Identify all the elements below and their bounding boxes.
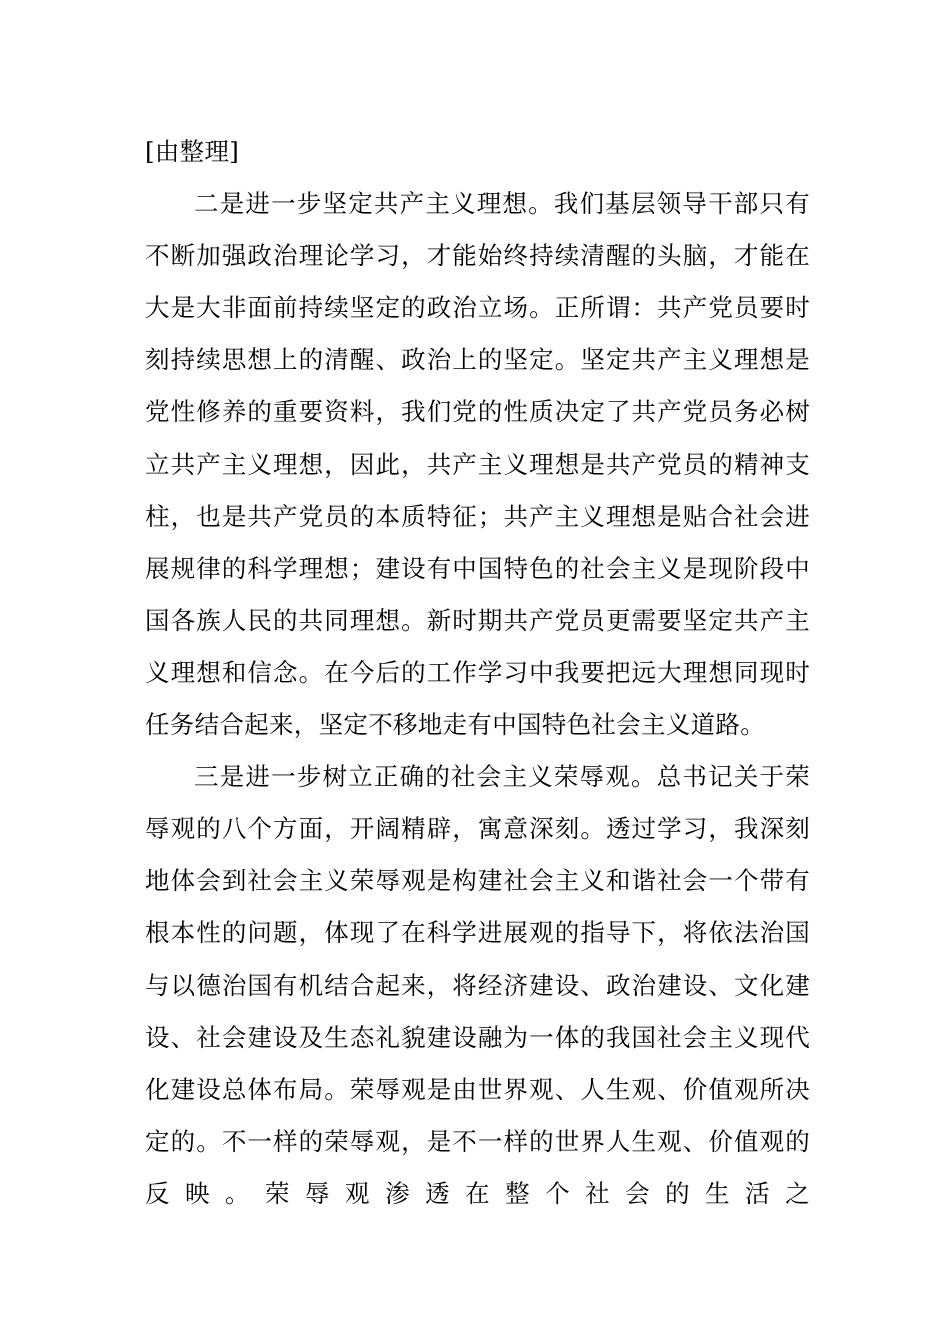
document-body <box>145 126 810 1220</box>
source-note: [由整理] <box>145 137 240 166</box>
paragraph-honor-disgrace-view: 三是进一步树立正确的社会主义荣辱观。总书记关于荣辱观的八个方面，开阔精辟，寓意深刻。透过学习，我深刻地体会到社会主义荣辱观是构建社会主义和谐社会一个带有根本性的问题，体现了在科学进展观的指导下，将依法治国与以德治国有机结合起来，将经济建设、政治建设、文化建设、社会建设及生态礼貌建设融为一体的我国社会主义现代化建设总体布局。荣辱观是由世界观、人生观、价值观所决定的。不一样的荣辱观，是不一样的世界人生观、价值观的反映。荣辱观渗透在整个社会的生活之 <box>145 762 810 1208</box>
paragraph-communist-ideal: 二是进一步坚定共产主义理想。我们基层领导干部只有不断加强政治理论学习，才能始终持续清醒的头脑，才能在大是大非面前持续坚定的政治立场。正所谓：共产党员要时刻持续思想上的清醒、政治上的坚定。坚定共产主义理想是党性修养的重要资料，我们党的性质决定了共产党员务必树立共产主义理想，因此，共产主义理想是共产党员的精神支柱，也是共产党员的本质特征；共产主义理想是贴合社会进展规律的科学理想；建设有中国特色的社会主义是现阶段中国各族人民的共同理想。新时期共产党员更需要坚定共产主义理想和信念。在今后的工作学习中我要把远大理想同现时任务结合起来，坚定不移地走有中国特色社会主义道路。 <box>145 189 810 740</box>
